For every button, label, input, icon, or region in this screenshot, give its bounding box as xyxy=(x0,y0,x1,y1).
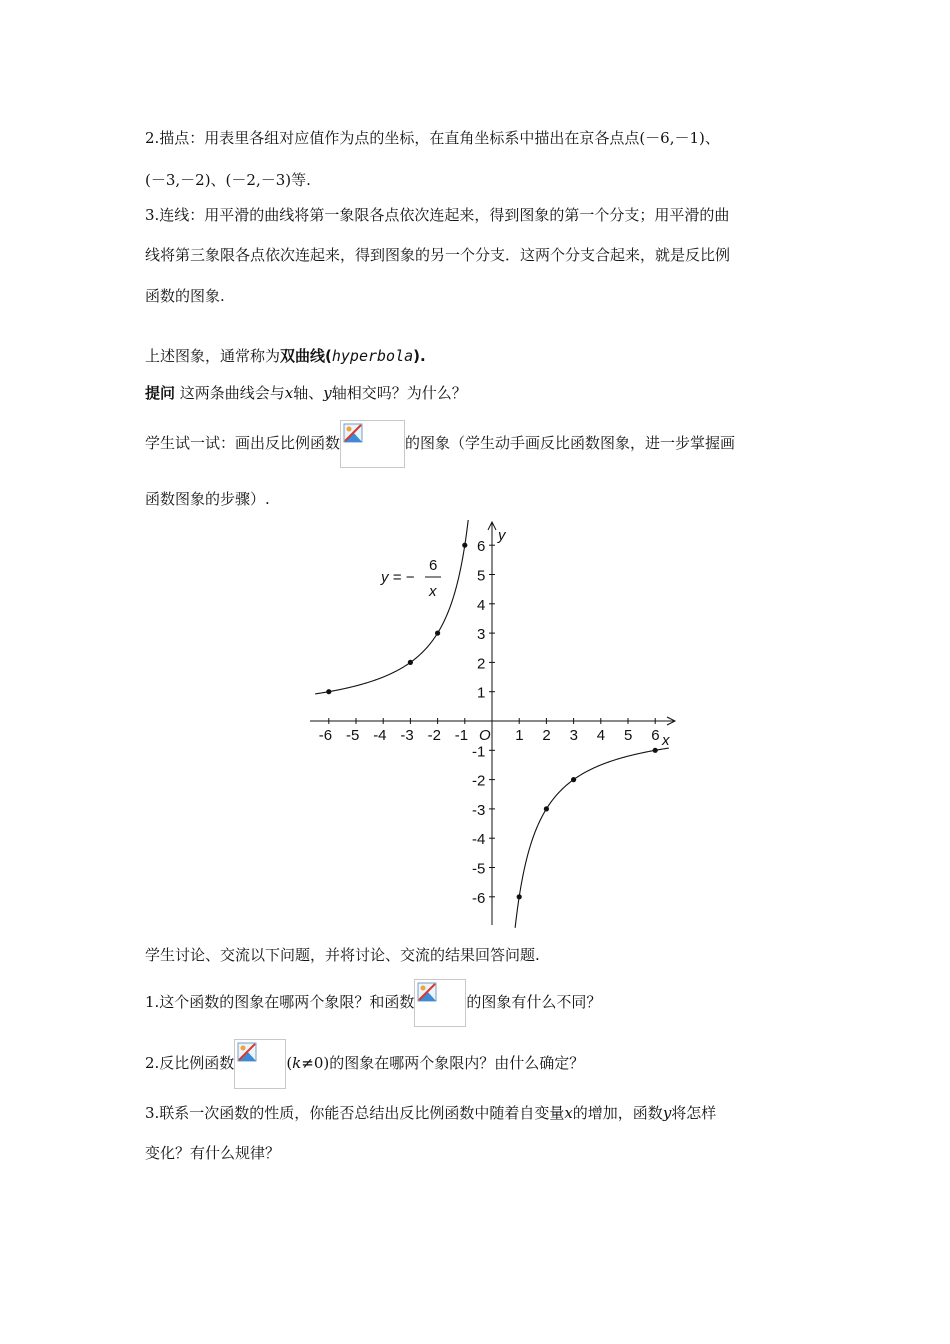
y-tick-label: 3 xyxy=(477,626,486,644)
curve-branch-quadrant-IV xyxy=(515,748,669,928)
y-tick-label: 5 xyxy=(477,567,486,585)
formula-lhs: y = − xyxy=(381,569,415,586)
paragraph-try-cont: 函数图象的步骤）. xyxy=(145,490,270,508)
y-tick-label: 2 xyxy=(477,655,486,673)
formula-label xyxy=(380,557,441,600)
hyperbola-chart xyxy=(305,520,680,928)
text: 将怎样 xyxy=(671,1104,717,1122)
text: 上述图象，通常称为 xyxy=(145,347,281,365)
tick-labels xyxy=(319,527,670,907)
var-k: k xyxy=(292,1054,302,1072)
text: ( xyxy=(286,1054,293,1072)
y-tick-label: -5 xyxy=(472,860,486,878)
text: ). xyxy=(413,347,426,365)
data-point xyxy=(653,748,658,753)
text: 的图象（学生动手画反比函数图象，进一步掌握画 xyxy=(405,434,736,452)
x-tick-label: 3 xyxy=(569,727,578,744)
broken-image-icon xyxy=(343,423,363,443)
x-tick-label: -1 xyxy=(454,727,469,744)
y-tick-label: 6 xyxy=(477,538,486,556)
data-point xyxy=(435,631,440,636)
formula-image-placeholder xyxy=(234,1039,286,1089)
paragraph-connect: 3.连线：用平滑的曲线将第一象限各点依次连起来，得到图象的第一个分支；用平滑的曲 xyxy=(145,206,730,224)
text: 的增加，函数 xyxy=(572,1104,663,1122)
text: 的图象有什么不同？ xyxy=(466,993,602,1011)
y-tick-label: -2 xyxy=(472,772,486,790)
y-tick-label: 1 xyxy=(477,684,486,702)
data-point xyxy=(517,894,522,899)
y-tick-label: -1 xyxy=(472,743,486,761)
x-axis-label: x xyxy=(662,732,670,749)
data-point xyxy=(571,777,576,782)
question-2 xyxy=(145,1038,584,1089)
x-tick-label: 5 xyxy=(624,727,633,744)
y-tick-label: 4 xyxy=(477,596,486,614)
x-tick-label: -5 xyxy=(346,727,360,744)
text: 这两条曲线会与 xyxy=(175,384,285,402)
question-3-cont: 变化？有什么规律？ xyxy=(145,1144,281,1162)
x-tick-label: 4 xyxy=(596,727,606,744)
paragraph-plot-points-cont: (－3,－2)、(－2,－3)等. xyxy=(145,171,311,189)
paragraph-connect-cont: 线将第三象限各点依次连起来，得到图象的另一个分支．这两个分支合起来，就是反比例 xyxy=(145,246,731,264)
broken-image-icon xyxy=(417,982,437,1002)
var-y: y xyxy=(662,1104,672,1122)
formula-denominator: x xyxy=(429,583,437,600)
question-3 xyxy=(145,1103,716,1123)
question-label: 提问 xyxy=(145,384,176,402)
data-point xyxy=(462,543,467,548)
paragraph-plot-points: 2.描点：用表里各组对应值作为点的坐标，在直角坐标系中描出在京各点点(－6,－1)、 xyxy=(145,129,720,147)
axes xyxy=(310,522,675,925)
text: 1.这个函数的图象在哪两个象限？和函数 xyxy=(145,993,415,1011)
curve-branch-quadrant-II xyxy=(315,520,469,694)
x-tick-label: -3 xyxy=(400,727,414,744)
text: 2.反比例函数 xyxy=(145,1054,235,1072)
y-axis-label: y xyxy=(498,527,506,544)
x-tick-label: -4 xyxy=(373,727,387,744)
x-tick-label: -6 xyxy=(318,727,333,744)
y-tick-label: -3 xyxy=(472,801,486,819)
data-point xyxy=(408,660,413,665)
origin-label: O xyxy=(479,727,491,744)
paragraph-try xyxy=(145,420,735,468)
text: 学生试一试：画出反比例函数 xyxy=(145,434,341,452)
formula-image-placeholder xyxy=(414,979,466,1027)
x-tick-label: 6 xyxy=(651,727,660,744)
y-tick-label: -4 xyxy=(472,831,486,849)
text: 轴、 xyxy=(293,384,324,402)
var-x: x xyxy=(564,1104,573,1122)
x-tick-label: -2 xyxy=(427,727,441,744)
question-1 xyxy=(145,978,601,1027)
data-point xyxy=(544,806,549,811)
text: 3.联系一次函数的性质，你能否总结出反比例函数中随着自变量 xyxy=(145,1104,565,1122)
y-tick-label: -6 xyxy=(472,889,486,907)
text: 轴相交吗？为什么？ xyxy=(331,384,467,402)
var-y: y xyxy=(323,384,332,402)
data-point xyxy=(326,689,331,694)
term-hyperbola: 双曲线( xyxy=(280,347,332,365)
text: ≠0)的图象在哪两个象限内？由什么确定？ xyxy=(301,1054,585,1072)
broken-image-icon xyxy=(237,1042,257,1062)
x-tick-label: 2 xyxy=(542,727,551,744)
formula-image-placeholder xyxy=(340,420,405,468)
paragraph-question xyxy=(145,383,467,403)
paragraph-discuss: 学生讨论、交流以下问题，并将讨论、交流的结果回答问题. xyxy=(145,946,540,964)
paragraph-hyperbola xyxy=(145,346,426,366)
var-x: x xyxy=(284,384,294,402)
formula-numerator: 6 xyxy=(429,557,438,574)
term-hyperbola-en: hyperbola xyxy=(331,347,414,365)
paragraph-connect-end: 函数的图象. xyxy=(145,287,225,305)
x-tick-label: 1 xyxy=(515,727,524,744)
